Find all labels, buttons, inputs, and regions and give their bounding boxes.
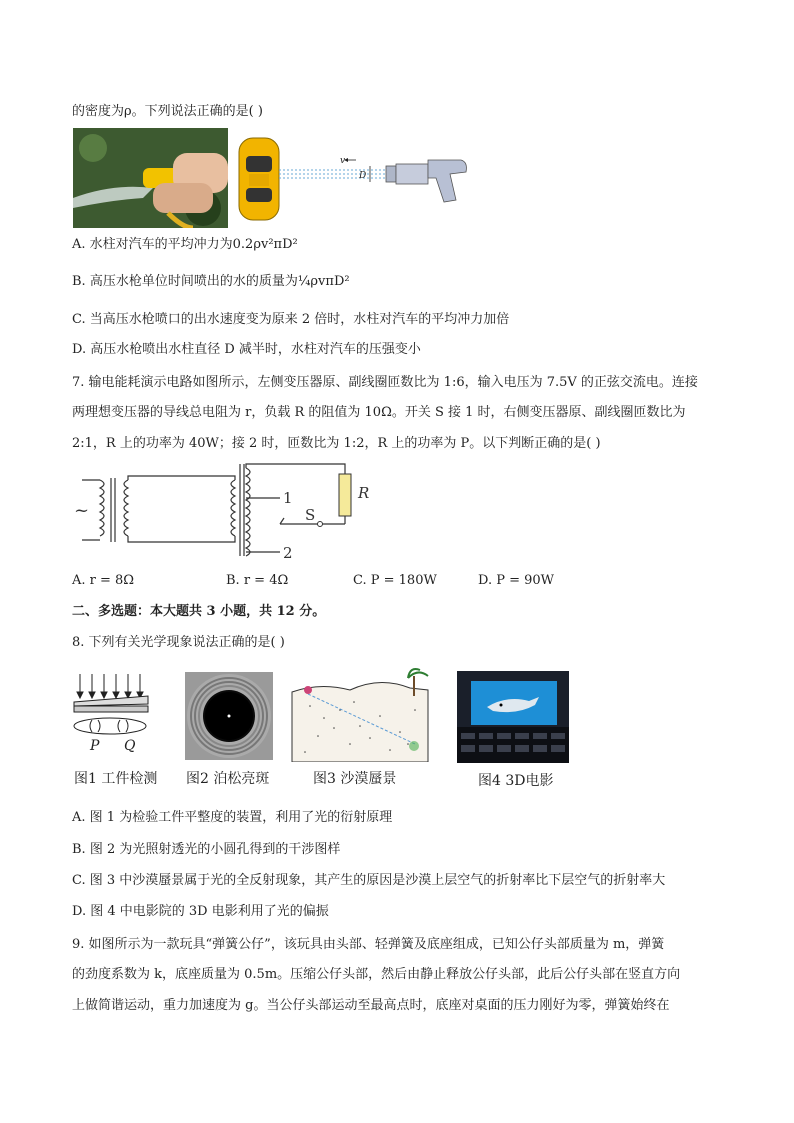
fig3-caption: 图3 沙漠蜃景 (313, 771, 397, 787)
v-label: v (340, 156, 346, 166)
fig1-label-q: Q (124, 738, 136, 754)
q6-option-b: B. 高压水枪单位时间喷出的水的质量为¼ρvπD² (72, 274, 350, 289)
fig1-label-p: P (90, 738, 100, 754)
q7-option-b: B. r = 4Ω (226, 573, 289, 588)
fig3-desert-mirage (290, 666, 430, 762)
q9-line-3: 上做简谐运动，重力加速度为 g。当公仔头部运动至最高点时，底座对桌面的压力刚好为零，弹簧始终在 (72, 998, 670, 1013)
q7-option-c: C. P = 180W (353, 573, 437, 588)
fig2-caption: 图2 泊松亮斑 (186, 771, 270, 787)
terminal-2-label: 2 (283, 544, 293, 562)
water-gun-photo (73, 128, 228, 228)
switch-s-label: S (305, 506, 316, 524)
d-label: D (359, 171, 367, 181)
q7-option-d: D. P = 90W (478, 573, 555, 588)
q6-option-d: D. 高压水枪喷出水柱直径 D 减半时，水柱对汽车的压强变小 (72, 342, 421, 357)
q7-line-3: 2:1，R 上的功率为 40W；接 2 时，匝数比为 1:2，R 上的功率为 P。以下判断正确的是( ) (72, 436, 601, 451)
q7-line-2: 两理想变压器的导线总电阻为 r，负载 R 的阻值为 10Ω。开关 S 接 1 时，右侧变压器原、副线圈匝数比为 (72, 405, 686, 420)
q8-intro: 8. 下列有关光学现象说法正确的是( ) (72, 635, 285, 650)
car-water-gun-diagram (236, 130, 476, 225)
q9-line-1: 9. 如图所示为一款玩具“弹簧公仔”，该玩具由头部、轻弹簧及底座组成，已知公仔头部质量为 m，弹簧 (72, 937, 665, 952)
q8-option-d: D. 图 4 中电影院的 3D 电影利用了光的偏振 (72, 904, 329, 919)
fig4-3d-cinema-photo (457, 671, 569, 763)
q9-line-2: 的劲度系数为 k，底座质量为 0.5m。压缩公仔头部，然后由静止释放公仔头部，此后公仔头部在竖直方向 (72, 967, 681, 982)
q8-option-c: C. 图 3 中沙漠蜃景属于光的全反射现象，其产生的原因是沙漠上层空气的折射率比下层空气的折射率大 (72, 873, 666, 888)
fig1-caption: 图1 工件检测 (74, 771, 158, 787)
q8-option-b: B. 图 2 为光照射透光的小圆孔得到的干涉图样 (72, 842, 341, 857)
q6-intro: 的密度为ρ。下列说法正确的是( ) (72, 104, 263, 119)
section-heading-multiple-choice: 二、多选题：本大题共 3 小题，共 12 分。 (72, 604, 326, 619)
q7-option-a: A. r = 8Ω (72, 573, 135, 588)
terminal-1-label: 1 (283, 489, 293, 507)
q6-option-c: C. 当高压水枪喷口的出水速度变为原来 2 倍时，水柱对汽车的平均冲力加倍 (72, 312, 510, 327)
fig4-caption: 图4 3D电影 (478, 773, 554, 789)
fig2-poisson-spot (185, 672, 273, 760)
fig1-workpiece-diagram (72, 668, 152, 758)
ac-source-symbol: ~ (74, 500, 90, 521)
q8-option-a: A. 图 1 为检验工件平整度的装置，利用了光的衍射原理 (72, 810, 393, 825)
resistor-r-label: R (358, 484, 370, 502)
q7-line-1: 7. 输电能耗演示电路如图所示，左侧变压器原、副线圈匝数比为 1:6，输入电压为 7.5V 的正弦交流电。连接 (72, 375, 698, 390)
q6-option-a: A. 水柱对汽车的平均冲力为0.2ρv²πD² (72, 237, 298, 252)
transformer-circuit-diagram (70, 460, 390, 568)
